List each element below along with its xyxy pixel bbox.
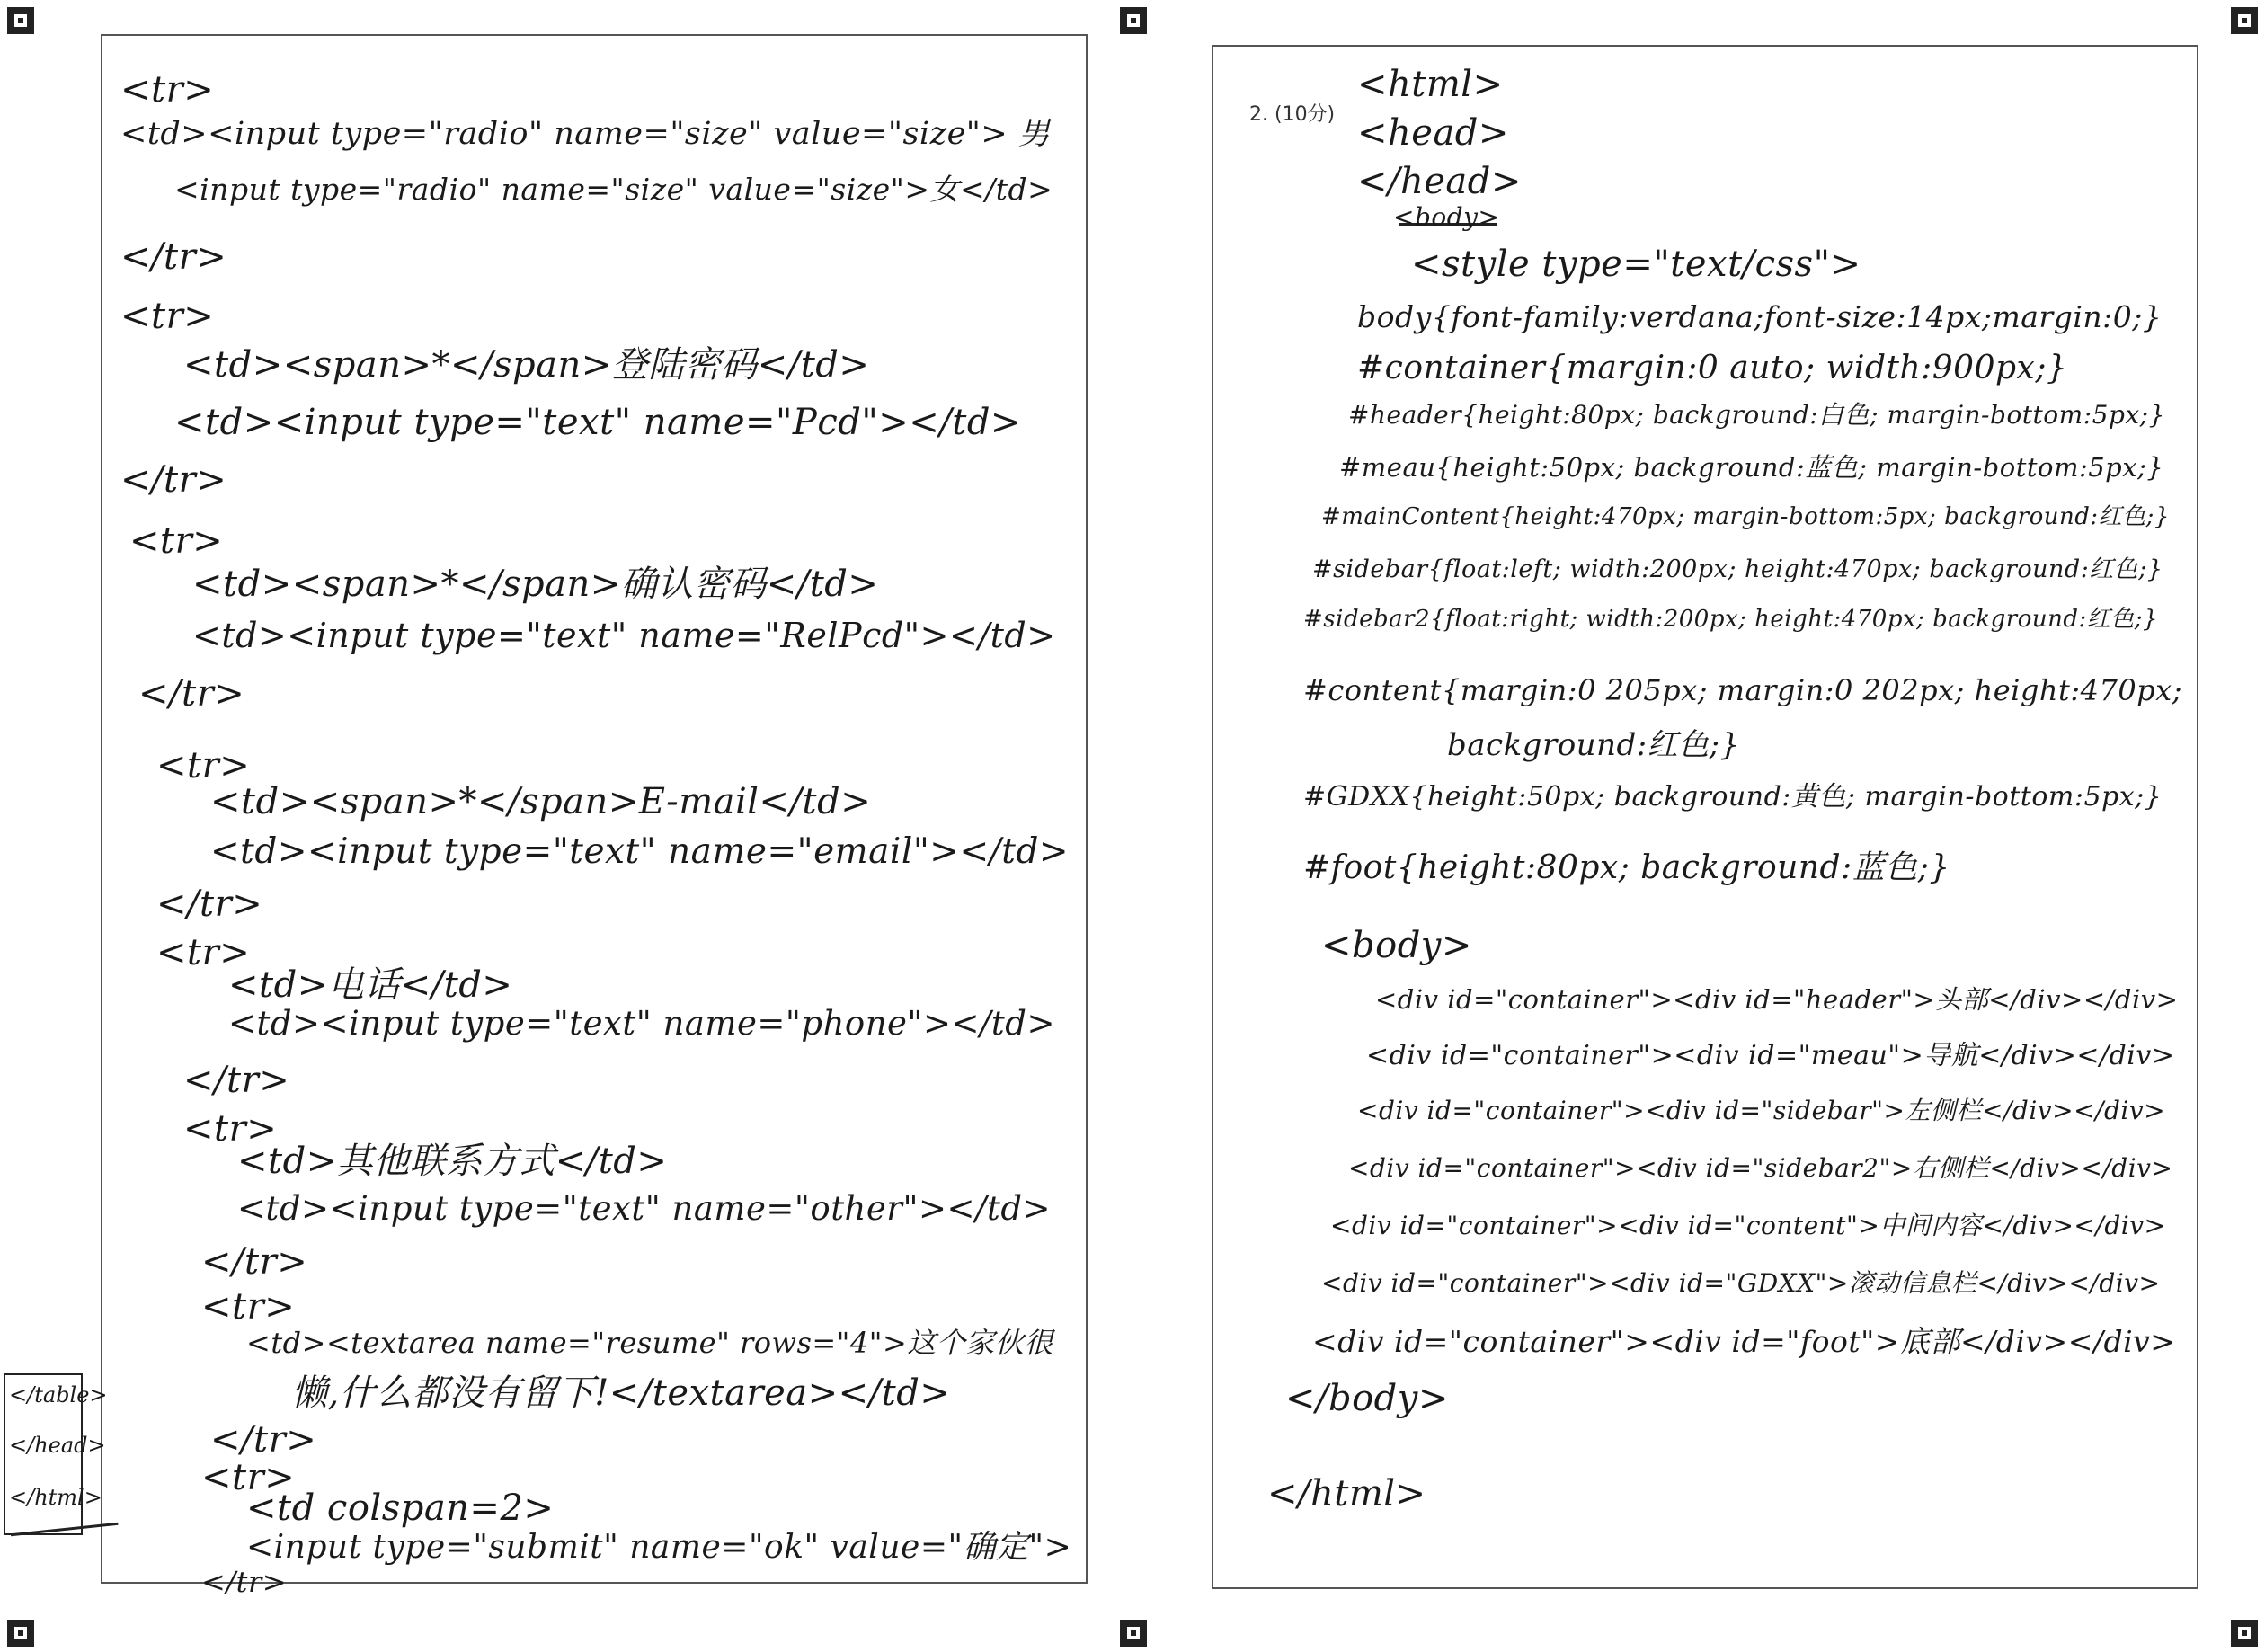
handwritten-line: </tr>	[120, 459, 227, 501]
handwritten-line: <head>	[1357, 112, 1509, 154]
handwritten-line: #foot{height:80px; background:蓝色;}	[1303, 849, 1950, 886]
handwritten-line: <div id="container"><div id="sidebar">左侧栏</div></div>	[1357, 1096, 2166, 1125]
handwritten-line: <td><input type="text" name="Pcd"></td>	[174, 402, 1021, 443]
margin-note: </table>	[9, 1382, 108, 1408]
answer-sheet-left	[101, 34, 1088, 1599]
handwritten-line: <html>	[1357, 64, 1504, 105]
handwritten-line: <div id="container"><div id="foot">底部</div></div>	[1312, 1324, 2176, 1359]
handwritten-line: </tr>	[201, 1241, 308, 1283]
handwritten-line: background:红色;}	[1447, 727, 1740, 763]
handwritten-line: <body>	[1321, 925, 1472, 966]
handwritten-line: </tr>	[120, 236, 227, 278]
handwritten-line: <style type="text/css">	[1411, 244, 1861, 285]
handwritten-line: <td><input type="radio" name="size" value="size"> 男	[120, 116, 1051, 152]
handwritten-line: </tr>	[183, 1060, 290, 1101]
handwritten-line: <tr>	[120, 296, 215, 337]
handwritten-line: <td><input type="text" name="other"></td>	[237, 1189, 1052, 1228]
handwritten-line: <tr>	[156, 745, 251, 786]
handwritten-line: <tr>	[201, 1457, 296, 1498]
handwritten-line: </tr>	[156, 884, 263, 925]
handwritten-line: </tr>	[201, 1565, 288, 1599]
handwritten-line: #content{margin:0 205px; margin:0 202px; height:470px;	[1303, 673, 2182, 707]
handwritten-line: <tr>	[120, 69, 215, 111]
handwritten-line: <td>其他联系方式</td>	[237, 1141, 668, 1182]
handwritten-line: </tr>	[138, 673, 245, 715]
handwritten-line: <td><span>*</span>E-mail</td>	[210, 781, 872, 822]
handwritten-line: #mainContent{height:470px; margin-bottom:5px; background:红色;}	[1321, 503, 2170, 530]
handwritten-line: <td><input type="text" name="RelPcd"></td>	[192, 616, 1056, 655]
handwritten-line: </html>	[1267, 1473, 1426, 1514]
handwritten-line: <tr>	[183, 1108, 278, 1150]
handwritten-line: #GDXX{height:50px; background:黄色; margin-bottom:5px;}	[1303, 781, 2163, 813]
handwritten-line: 懒,什么都没有留下!</textarea></td>	[291, 1372, 951, 1414]
registration-marker-bottom-left	[7, 1620, 34, 1647]
handwritten-line: <tr>	[129, 520, 224, 562]
margin-note: </head>	[9, 1433, 106, 1458]
handwritten-line: <td><textarea name="resume" rows="4">这个家伙很	[246, 1326, 1053, 1360]
handwritten-line: <input type="radio" name="size" value="size">女</td>	[174, 172, 1053, 207]
handwritten-line: <td><input type="text" name="phone"></td>	[228, 1004, 1055, 1043]
registration-marker-bottom-right	[2231, 1620, 2258, 1647]
handwritten-line: <div id="container"><div id="content">中间内容</div></div>	[1330, 1211, 2166, 1240]
handwritten-line: </head>	[1357, 161, 1522, 202]
handwritten-line: #sidebar{float:left; width:200px; height:470px; background:红色;}	[1312, 555, 2163, 583]
handwritten-line: </body>	[1285, 1378, 1449, 1419]
handwritten-line: <td><span>*</span>登陆密码</td>	[183, 344, 870, 386]
handwritten-line: #sidebar2{float:right; width:200px; height:470px; background:红色;}	[1303, 606, 2159, 633]
handwritten-line: <div id="container"><div id="GDXX">滚动信息栏</div></div>	[1321, 1268, 2161, 1298]
handwritten-line-struck: <body>	[1393, 202, 1500, 232]
registration-marker-top-left	[7, 7, 34, 34]
registration-marker-top-right	[2231, 7, 2258, 34]
registration-marker-top-center	[1120, 7, 1147, 34]
handwritten-line: #container{margin:0 auto; width:900px;}	[1357, 350, 2068, 386]
handwritten-line: <td colspan=2>	[246, 1488, 555, 1529]
handwritten-line: <td><input type="text" name="email"></td>	[210, 831, 1070, 872]
handwritten-line: <tr>	[201, 1286, 296, 1328]
handwritten-line: <tr>	[156, 932, 251, 973]
handwritten-line: </tr>	[210, 1419, 317, 1461]
handwritten-line: #meau{height:50px; background:蓝色; margin-bottom:5px;}	[1339, 452, 2164, 483]
question-label: 2. (10分)	[1249, 103, 1336, 126]
handwritten-line: <div id="container"><div id="meau">导航</div></div>	[1366, 1040, 2175, 1071]
handwritten-line: body{font-family:verdana;font-size:14px;margin:0;}	[1357, 299, 2163, 334]
handwritten-line: <td>电话</td>	[228, 964, 513, 1006]
answer-sheet-right	[1212, 45, 2198, 1589]
margin-note: </html>	[9, 1485, 102, 1510]
handwritten-line: <td><span>*</span>确认密码</td>	[192, 564, 879, 605]
handwritten-line: <div id="container"><div id="header">头部</div></div>	[1375, 984, 2179, 1015]
registration-marker-bottom-center	[1120, 1620, 1147, 1647]
handwritten-line: <input type="submit" name="ok" value="确定">	[246, 1529, 1072, 1566]
handwritten-line: #header{height:80px; background:白色; margin-bottom:5px;}	[1348, 400, 2165, 430]
handwritten-line: <div id="container"><div id="sidebar2">右侧栏</div></div>	[1348, 1153, 2173, 1183]
